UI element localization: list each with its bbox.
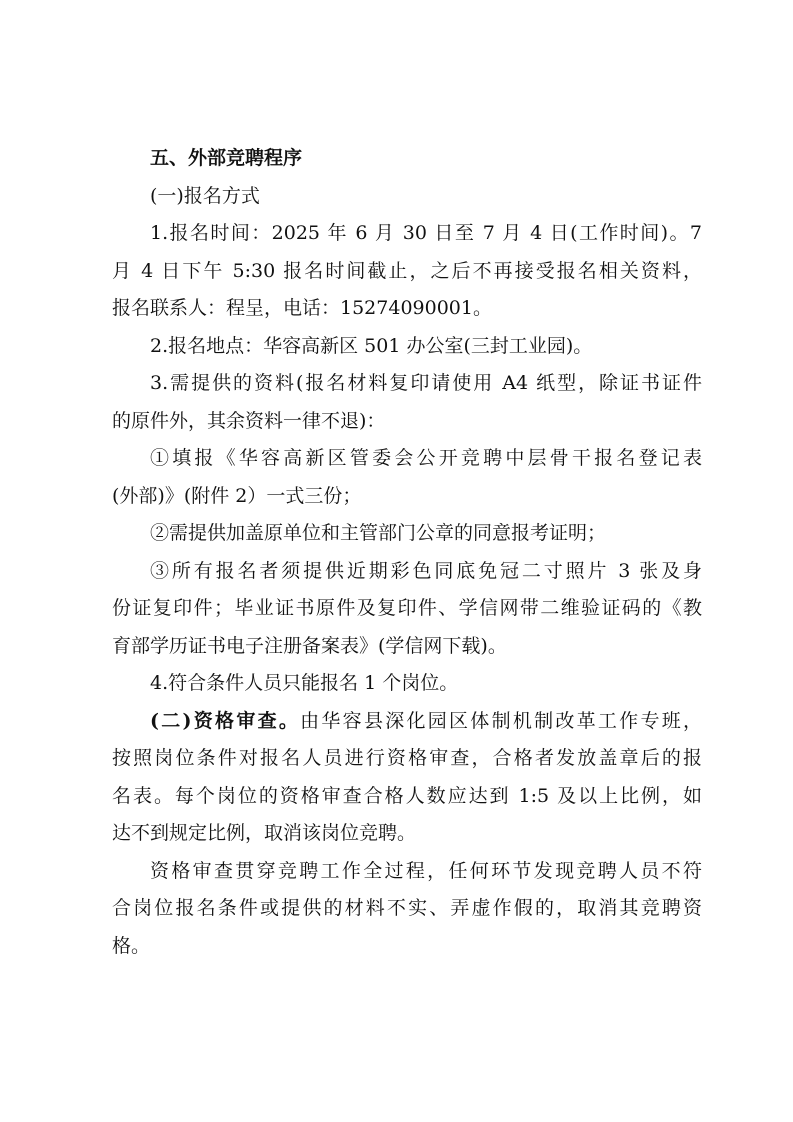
section-heading: 五、外部竞聘程序: [150, 147, 303, 169]
closing-paragraph-line-3: 格。: [112, 934, 151, 957]
document-body: [112, 140, 702, 965]
material-item-1-line-2: (外部)》(附件 2）一式三份；: [112, 484, 362, 507]
qualification-review-line-4: 达不到规定比例，取消该岗位竞聘。: [112, 822, 417, 844]
registration-time-line-2: 月 4 日下午 5:30 报名时间截止，之后不再接受报名相关资料，: [112, 259, 702, 282]
registration-time-line-1: 1.报名时间：2025 年 6 月 30 日至 7 月 4 日(工作时间)。7: [150, 222, 702, 244]
closing-paragraph-line-2: 合岗位报名条件或提供的材料不实、弄虚作假的，取消其竞聘资: [112, 897, 702, 919]
qualification-review-line-3: 名表。每个岗位的资格审查合格人数应达到 1:5 及以上比例，如: [112, 784, 702, 807]
registration-location: 2.报名地点：华容高新区 501 办公室(三封工业园)。: [150, 334, 593, 357]
qualification-review-line-1: [112, 703, 702, 741]
closing-paragraph-line-1: 资格审查贯穿竞聘工作全过程，任何环节发现竞聘人员不符: [150, 859, 702, 882]
qualification-review-line-2: 按照岗位条件对报名人员进行资格审查，合格者发放盖章后的报: [112, 747, 702, 769]
material-item-3-line-3: 育部学历证书电子注册备案表》(学信网下载)。: [112, 634, 507, 657]
qualification-review-title: (二)资格审查。: [150, 709, 301, 732]
required-materials-line-1: 3.需提供的资料(报名材料复印请使用 A4 纸型，除证书证件: [150, 372, 702, 394]
one-position-rule: 4.符合条件人员只能报名 1 个岗位。: [150, 672, 459, 694]
subheading-registration-method: (一)报名方式: [150, 184, 260, 207]
material-item-2: ②需提供加盖原单位和主管部门公章的同意报考证明；: [150, 522, 607, 544]
registration-time-line-3: 报名联系人：程呈，电话：15274090001。: [112, 297, 492, 319]
required-materials-line-2: 的原件外，其余资料一律不退)：: [112, 409, 386, 432]
material-item-3-line-1: ③所有报名者须提供近期彩色同底免冠二寸照片 3 张及身: [150, 559, 702, 582]
material-item-3-line-2: 份证复印件；毕业证书原件及复印件、学信网带二维验证码的《教: [112, 597, 702, 619]
material-item-1-line-1: ①填报《华容高新区管委会公开竞聘中层骨干报名登记表: [150, 447, 702, 469]
qualification-review-text: 由华容县深化园区体制机制改革工作专班，: [300, 709, 702, 732]
